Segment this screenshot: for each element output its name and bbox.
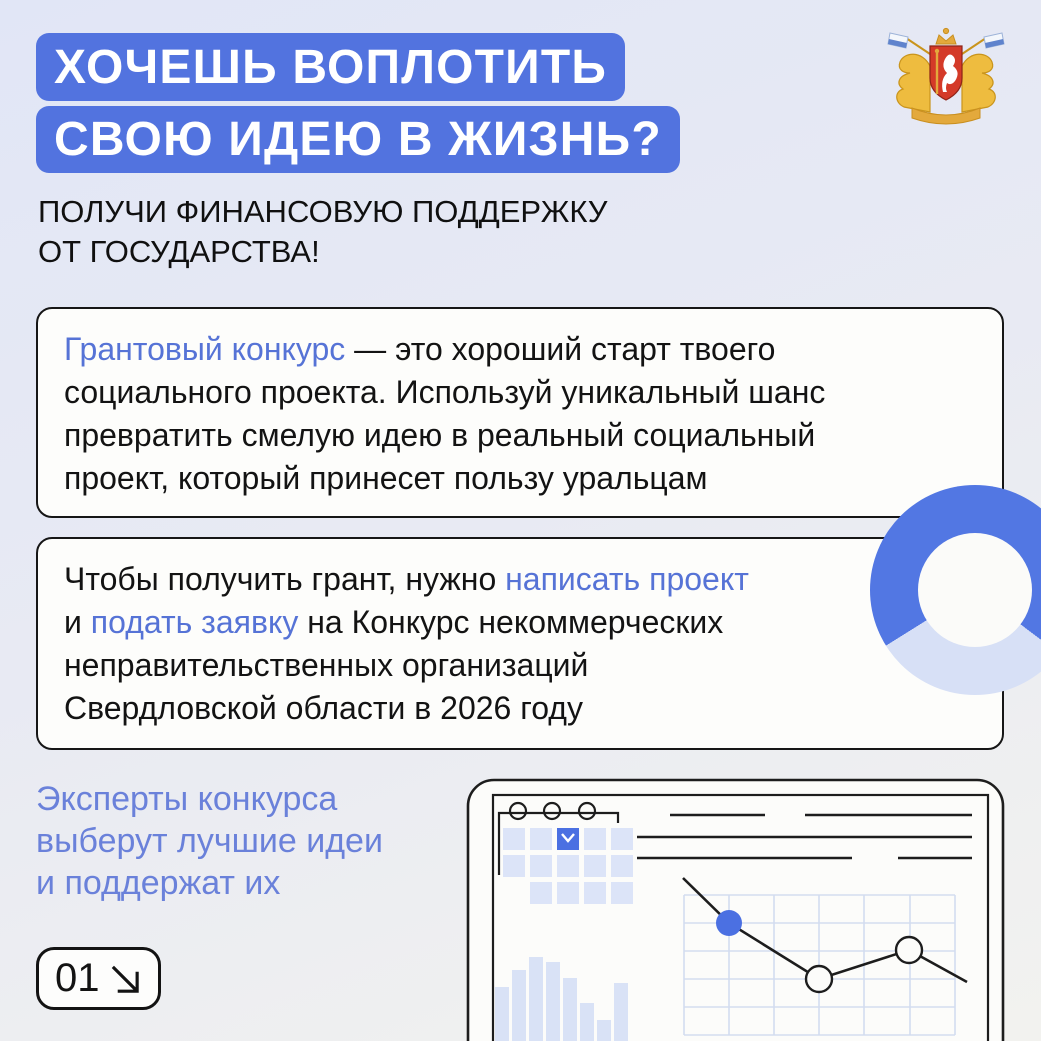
accent-text: подать заявку <box>90 604 299 640</box>
text-line <box>64 558 976 601</box>
bar <box>529 957 543 1041</box>
dashboard-illustration <box>463 775 1041 1041</box>
subtitle <box>38 192 607 272</box>
body-text: неправительственных организаций <box>64 647 589 683</box>
page-number: 01 <box>55 956 100 1000</box>
page-number-badge <box>36 947 161 1010</box>
text-line <box>64 371 976 414</box>
body-text: проект, который принесет пользу уральцам <box>64 460 708 496</box>
subtitle-line-1: ПОЛУЧИ ФИНАНСОВУЮ ПОДДЕРЖКУ <box>38 194 608 229</box>
bar <box>597 1020 611 1041</box>
emblem-crown <box>936 28 956 44</box>
grant-info-card <box>36 307 1004 518</box>
body-text: Чтобы получить грант, нужно <box>64 561 506 597</box>
text-line <box>64 687 976 730</box>
calendar-selected-day <box>557 828 579 850</box>
text-line <box>64 601 976 644</box>
chart-point <box>806 966 832 992</box>
body-text: социального проекта. Используй уникальный шанс <box>64 374 826 410</box>
chart-point-highlighted <box>716 910 742 936</box>
bar <box>614 983 628 1041</box>
bar <box>546 962 560 1041</box>
body-text: Свердловской области в 2026 году <box>64 690 583 726</box>
subtitle-line-2: ОТ ГОСУДАРСТВА! <box>38 234 320 269</box>
title-line-2: СВОЮ ИДЕЮ В ЖИЗНЬ? <box>36 106 680 173</box>
expert-note-line-2: выберут лучшие идеи <box>36 822 383 860</box>
chart-point <box>896 937 922 963</box>
expert-note-line-1: Эксперты конкурса <box>36 780 338 818</box>
text-line <box>64 414 976 457</box>
text-line <box>64 457 976 500</box>
body-text: превратить смелую идею в реальный социальный <box>64 417 816 453</box>
title-line-1: ХОЧЕШЬ ВОПЛОТИТЬ <box>36 33 625 101</box>
sverdlovsk-coat-of-arms-icon <box>884 26 1008 130</box>
bar <box>495 987 509 1041</box>
how-to-card <box>36 537 1004 750</box>
text-line <box>64 644 976 687</box>
body-text: на Конкурс некоммерческих <box>298 604 724 640</box>
body-text: и <box>64 604 91 640</box>
bar <box>512 970 526 1041</box>
bar <box>580 1003 594 1041</box>
accent-text: Грантовый конкурс <box>64 331 346 367</box>
text-line <box>64 328 976 371</box>
expert-note-line-3: и поддержат их <box>36 864 281 902</box>
body-text: — это хороший старт твоего <box>345 331 776 367</box>
bar <box>563 978 577 1041</box>
accent-text: написать проект <box>505 561 749 597</box>
expert-note <box>36 778 383 904</box>
down-right-arrow-icon <box>108 962 142 996</box>
emblem-shield <box>930 46 962 100</box>
